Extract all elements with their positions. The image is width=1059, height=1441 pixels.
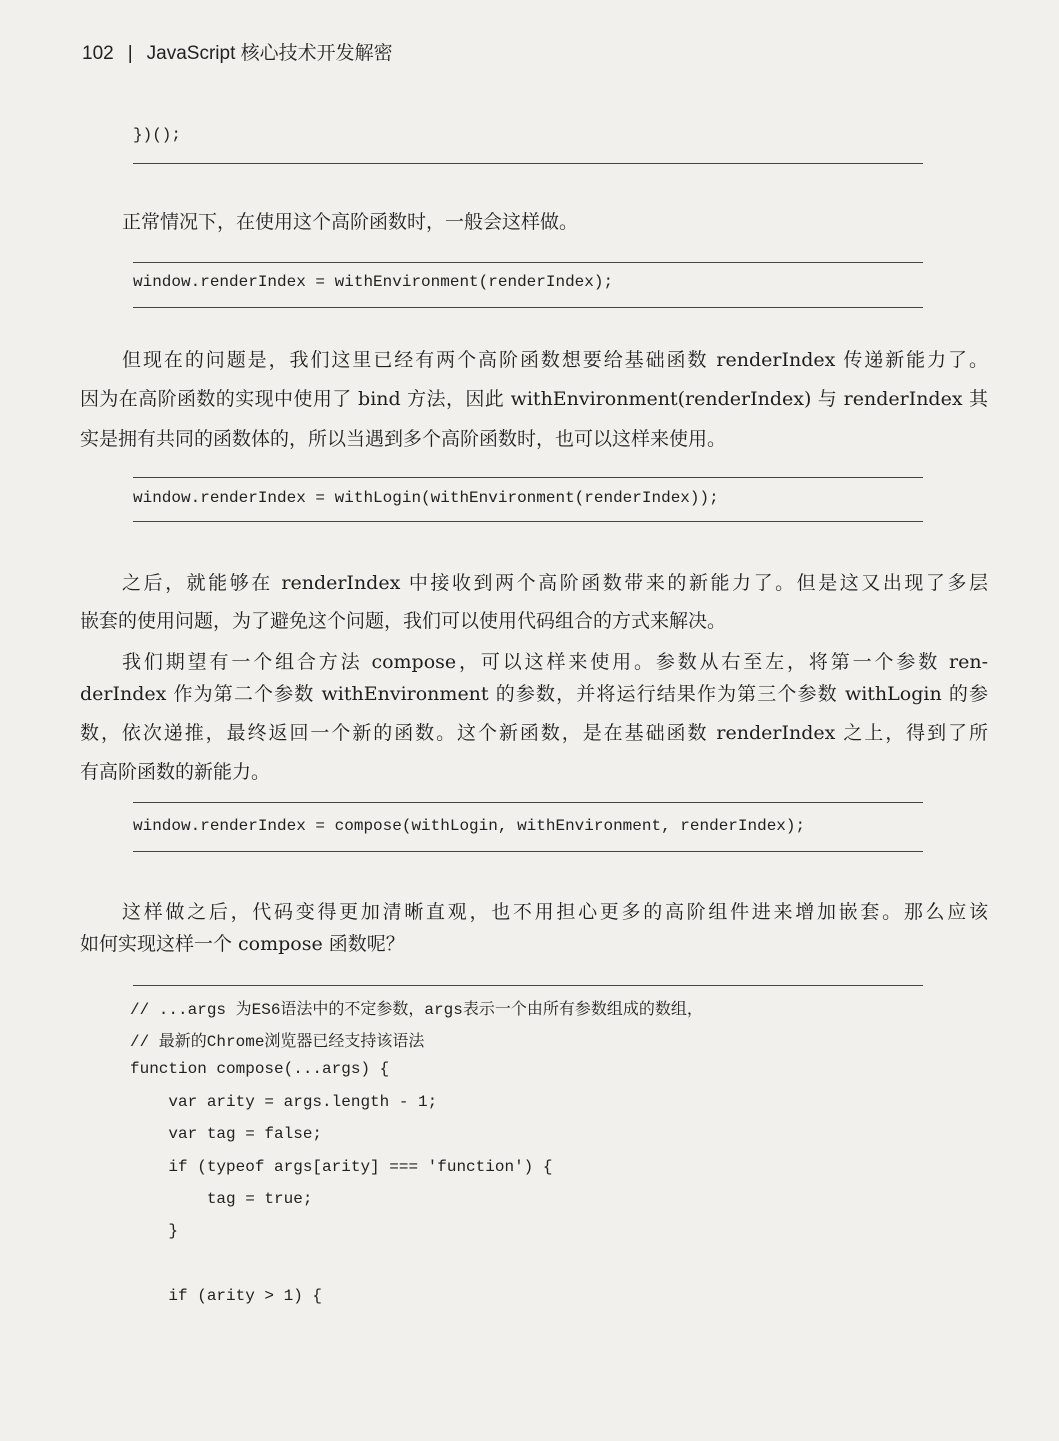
- paragraph-line: 如何实现这样一个 compose 函数呢？: [80, 933, 405, 955]
- code-line: window.renderIndex = withLogin(withEnvironment(renderIndex));: [133, 489, 719, 507]
- code-line: if (typeof args[arity] === 'function') {: [130, 1158, 553, 1176]
- code-line: tag = true;: [130, 1190, 313, 1208]
- code-line: var arity = args.length - 1;: [130, 1093, 438, 1111]
- code-rule: [133, 851, 923, 852]
- paragraph-line: 实是拥有共同的函数体的，所以当遇到多个高阶函数时，也可以这样来使用。: [80, 428, 727, 450]
- code-rule: [133, 985, 923, 986]
- paragraph-line: 之后，就能够在 renderIndex 中接收到两个高阶函数带来的新能力了。但是这又出现了多层: [122, 572, 988, 594]
- header-separator: |: [127, 43, 133, 64]
- paragraph-line: 我们期望有一个组合方法 compose，可以这样来使用。参数从右至左，将第一个参数 ren-: [122, 651, 988, 673]
- paragraph-line: 因为在高阶函数的实现中使用了 bind 方法，因此 withEnvironment(renderIndex) 与 renderIndex 其: [80, 388, 988, 410]
- code-rule: [133, 521, 923, 522]
- code-line: window.renderIndex = compose(withLogin, withEnvironment, renderIndex);: [133, 817, 806, 835]
- code-line: var tag = false;: [130, 1125, 323, 1143]
- code-rule: [133, 163, 923, 164]
- page-number: 102: [82, 43, 114, 64]
- paragraph-line: derIndex 作为第二个参数 withEnvironment 的参数，并将运行结果作为第三个参数 withLogin 的参: [80, 683, 988, 705]
- paragraph-line: 正常情况下，在使用这个高阶函数时，一般会这样做。: [122, 211, 579, 233]
- code-line: window.renderIndex = withEnvironment(renderIndex);: [133, 273, 614, 291]
- paragraph-line: 这样做之后，代码变得更加清晰直观，也不用担心更多的高阶组件进来增加嵌套。那么应该: [122, 901, 988, 923]
- code-rule: [133, 262, 923, 263]
- code-line: }: [130, 1222, 179, 1240]
- code-line: // ...args 为ES6语法中的不定参数，args表示一个由所有参数组成的数组，: [130, 1001, 703, 1019]
- running-header: [82, 38, 393, 65]
- paragraph-line: 但现在的问题是，我们这里已经有两个高阶函数想要给基础函数 renderIndex 传递新能力了。: [122, 349, 988, 371]
- code-line: // 最新的Chrome浏览器已经支持该语法: [130, 1033, 425, 1051]
- paragraph-line: 嵌套的使用问题，为了避免这个问题，我们可以使用代码组合的方式来解决。: [80, 610, 727, 632]
- paragraph-line: 有高阶函数的新能力。: [80, 761, 271, 783]
- code-rule: [133, 802, 923, 803]
- code-rule: [133, 477, 923, 478]
- code-line: function compose(...args) {: [130, 1060, 390, 1078]
- code-line: })();: [133, 126, 182, 144]
- book-title: JavaScript 核心技术开发解密: [146, 43, 393, 64]
- code-line: if (arity > 1) {: [130, 1287, 323, 1305]
- paragraph-line: 数，依次递推，最终返回一个新的函数。这个新函数，是在基础函数 renderIndex 之上，得到了所: [80, 722, 988, 744]
- code-rule: [133, 307, 923, 308]
